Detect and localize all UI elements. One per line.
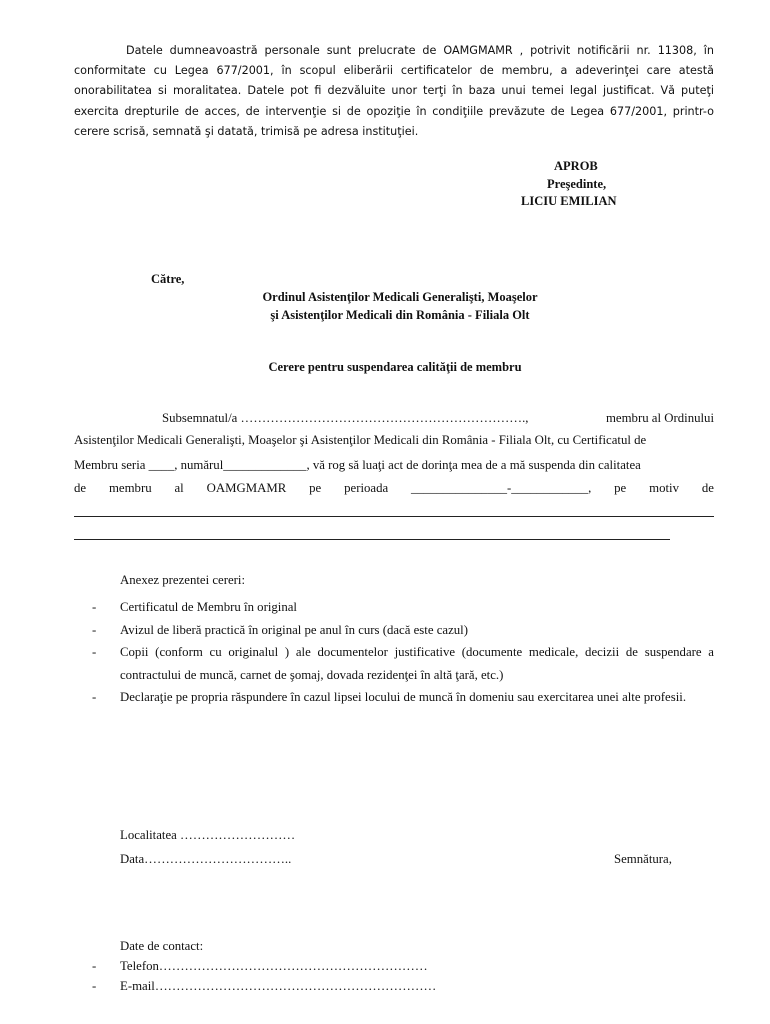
approval-label: APROB <box>554 159 598 173</box>
request-word: _______________-____________, <box>411 481 592 495</box>
list-item-text: Declaraţie pe propria răspundere în cazul lipsei locului de muncă în domeniu sau exercitarea unei alte profesii. <box>120 690 687 704</box>
contact-email-row[interactable] <box>92 976 436 996</box>
reason-fill-line[interactable] <box>74 516 714 517</box>
request-word: OAMGMAMR <box>206 481 287 495</box>
document-title: Cerere pentru suspendarea calităţii de membru <box>268 360 522 374</box>
recipient-block <box>130 288 670 324</box>
annex-title: Anexez prezentei cereri: <box>120 573 246 587</box>
list-item <box>92 641 714 686</box>
list-item <box>92 686 714 709</box>
recipient-label: Către, <box>151 272 185 286</box>
request-word: al <box>174 481 184 495</box>
request-word: pe <box>614 481 627 495</box>
privacy-notice: Datele dumneavoastră personale sunt prelucrate de OAMGMAMR , potrivit notificării nr. 11308, în conformitate cu Legea 677/2001, în scopul eliberării certificatelor de membru, a adeverinţei care atestă onorabilitatea si moralitatea. Datele pot fi dezvăluite unor terţi în baza unui temei legal justificat. Vă puteţi exercita drepturile de acces, de intervenţie si de opoziţie în condiţiile prevăzute de Legea 677/2001, printr-o cerere scrisă, semnată şi datată, trimisă pe adresa instituţiei. <box>74 44 714 138</box>
request-word: perioada <box>344 481 389 495</box>
approval-name: LICIU EMILIAN <box>521 194 617 208</box>
list-dash: - <box>92 959 97 973</box>
reason-fill-line[interactable] <box>74 539 670 540</box>
list-dash: - <box>92 979 97 993</box>
list-dash: - <box>92 645 97 659</box>
request-word: membru <box>108 481 152 495</box>
list-item-text: Certificatul de Membru în original <box>120 600 297 614</box>
list-dash: - <box>92 600 97 614</box>
recipient-line-1: Ordinul Asistenţilor Medicali Generalişti, Moaşelor <box>262 290 538 304</box>
recipient-line-2: şi Asistenţilor Medicali din România - Filiala Olt <box>270 308 530 322</box>
list-item <box>92 596 714 619</box>
contact-phone-row[interactable] <box>92 956 436 976</box>
request-line-1-text: Subsemnatul/a …………………………………………………………., <box>162 411 529 425</box>
request-word: pe <box>309 481 322 495</box>
request-line-1 <box>74 411 714 426</box>
list-item-text: Avizul de liberă practică în original pe anul în curs (dacă este cazul) <box>120 622 468 637</box>
request-word: de <box>74 481 87 495</box>
annex-list <box>92 596 714 709</box>
request-line-3: Membru seria ____, numărul_____________, vă rog să luaţi act de dorinţa mea de a mă suspenda din calitatea <box>74 458 641 472</box>
contact-list <box>92 956 436 996</box>
request-word: de <box>701 481 714 495</box>
list-dash: - <box>92 622 97 637</box>
contact-title: Date de contact: <box>120 939 204 953</box>
list-item <box>92 619 714 642</box>
request-word: motiv <box>649 481 679 495</box>
request-line-1-tail: membru al Ordinului <box>605 411 714 425</box>
approval-block <box>470 158 690 211</box>
location-field[interactable]: Localitatea ……………………… <box>120 828 296 842</box>
request-line-4 <box>74 481 714 496</box>
request-line-2: Asistenţilor Medicali Generalişti, Moaşelor şi Asistenţilor Medicali din România - Filiala Olt, cu Certificatul de <box>74 433 647 447</box>
list-dash: - <box>92 690 97 704</box>
date-field[interactable]: Data…………………………….. <box>120 852 292 866</box>
list-item-text: Copii (conform cu originalul ) ale documentelor justificative (documente medicale, decizii de suspendare a contractului de muncă, carnet de şomaj, dovada rezidenţei în altă ţară, etc.) <box>120 645 714 682</box>
approval-role: Preşedinte, <box>547 176 607 191</box>
signature-label: Semnătura, <box>614 852 672 866</box>
email-field[interactable]: E-mail………………………………………………………… <box>120 979 437 993</box>
phone-field[interactable]: Telefon……………………………………………………… <box>120 959 428 973</box>
